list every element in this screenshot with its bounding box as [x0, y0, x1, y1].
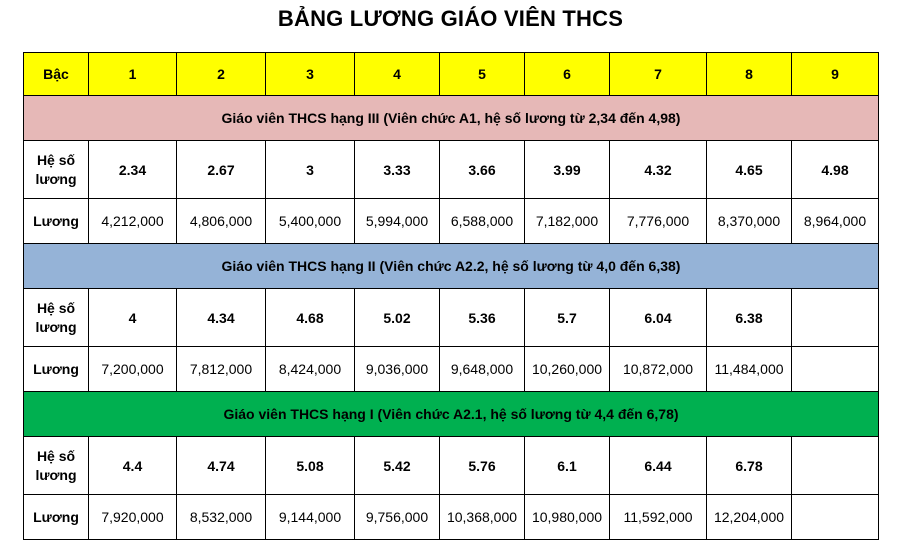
coefficient-cell: 4.74 [177, 437, 266, 495]
coefficient-cell: 4.65 [707, 141, 792, 199]
header-step-cell: 1 [89, 53, 177, 96]
header-step-cell: 5 [440, 53, 525, 96]
salary-label-cell: Lương [24, 199, 89, 244]
salary-cell: 11,484,000 [707, 347, 792, 392]
salary-cell: 7,200,000 [89, 347, 177, 392]
coefficient-cell: 3.99 [525, 141, 610, 199]
group-title-cell: Giáo viên THCS hạng II (Viên chức A2.2, hệ số lương từ 4,0 đến 6,38) [24, 244, 879, 289]
salary-cell: 9,756,000 [355, 495, 440, 540]
coefficient-cell [792, 289, 879, 347]
salary-cell: 7,182,000 [525, 199, 610, 244]
coefficient-label-cell: Hệ số lương [24, 437, 89, 495]
coefficient-cell: 5.76 [440, 437, 525, 495]
coefficient-row [24, 437, 879, 495]
salary-table-body [24, 53, 879, 540]
coefficient-cell: 6.04 [610, 289, 707, 347]
coefficient-cell: 5.7 [525, 289, 610, 347]
salary-row [24, 199, 879, 244]
group-title-row [24, 96, 879, 141]
coefficient-row [24, 141, 879, 199]
salary-cell: 5,994,000 [355, 199, 440, 244]
salary-cell: 4,806,000 [177, 199, 266, 244]
salary-cell: 10,980,000 [525, 495, 610, 540]
salary-cell: 7,920,000 [89, 495, 177, 540]
salary-cell: 7,812,000 [177, 347, 266, 392]
salary-table [23, 52, 879, 540]
coefficient-cell: 6.78 [707, 437, 792, 495]
coefficient-cell: 5.42 [355, 437, 440, 495]
coefficient-cell: 3 [266, 141, 355, 199]
group-title-row [24, 244, 879, 289]
group-title-cell: Giáo viên THCS hạng I (Viên chức A2.1, hệ số lương từ 4,4 đến 6,78) [24, 392, 879, 437]
salary-cell [792, 495, 879, 540]
salary-cell: 10,368,000 [440, 495, 525, 540]
coefficient-cell: 4.34 [177, 289, 266, 347]
coefficient-cell: 4.4 [89, 437, 177, 495]
coefficient-label-cell: Hệ số lương [24, 141, 89, 199]
salary-cell: 5,400,000 [266, 199, 355, 244]
salary-cell: 8,424,000 [266, 347, 355, 392]
coefficient-cell: 4.32 [610, 141, 707, 199]
coefficient-cell: 5.08 [266, 437, 355, 495]
coefficient-row [24, 289, 879, 347]
coefficient-cell: 4.68 [266, 289, 355, 347]
header-step-cell: 7 [610, 53, 707, 96]
coefficient-cell: 3.66 [440, 141, 525, 199]
salary-cell: 11,592,000 [610, 495, 707, 540]
header-step-cell: 2 [177, 53, 266, 96]
header-step-cell: 3 [266, 53, 355, 96]
header-label-cell: Bậc [24, 53, 89, 96]
salary-label-cell: Lương [24, 495, 89, 540]
header-step-cell: 6 [525, 53, 610, 96]
coefficient-cell: 6.1 [525, 437, 610, 495]
salary-cell: 9,144,000 [266, 495, 355, 540]
coefficient-cell [792, 437, 879, 495]
header-row [24, 53, 879, 96]
page-title: BẢNG LƯƠNG GIÁO VIÊN THCS [277, 6, 624, 31]
header-step-cell: 9 [792, 53, 879, 96]
coefficient-cell: 6.44 [610, 437, 707, 495]
header-step-cell: 8 [707, 53, 792, 96]
salary-cell: 10,872,000 [610, 347, 707, 392]
salary-cell: 8,370,000 [707, 199, 792, 244]
salary-label-cell: Lương [24, 347, 89, 392]
salary-cell: 9,648,000 [440, 347, 525, 392]
coefficient-cell: 2.34 [89, 141, 177, 199]
coefficient-label-cell: Hệ số lương [24, 289, 89, 347]
coefficient-cell: 5.36 [440, 289, 525, 347]
salary-cell: 4,212,000 [89, 199, 177, 244]
coefficient-cell: 5.02 [355, 289, 440, 347]
coefficient-cell: 2.67 [177, 141, 266, 199]
salary-cell [792, 347, 879, 392]
salary-cell: 12,204,000 [707, 495, 792, 540]
coefficient-cell: 4.98 [792, 141, 879, 199]
salary-row [24, 347, 879, 392]
salary-cell: 8,964,000 [792, 199, 879, 244]
coefficient-cell: 6.38 [707, 289, 792, 347]
salary-cell: 8,532,000 [177, 495, 266, 540]
salary-cell: 9,036,000 [355, 347, 440, 392]
salary-cell: 7,776,000 [610, 199, 707, 244]
group-title-cell: Giáo viên THCS hạng III (Viên chức A1, hệ số lương từ 2,34 đến 4,98) [24, 96, 879, 141]
coefficient-cell: 4 [89, 289, 177, 347]
salary-row [24, 495, 879, 540]
salary-cell: 10,260,000 [525, 347, 610, 392]
header-step-cell: 4 [355, 53, 440, 96]
coefficient-cell: 3.33 [355, 141, 440, 199]
salary-cell: 6,588,000 [440, 199, 525, 244]
group-title-row [24, 392, 879, 437]
